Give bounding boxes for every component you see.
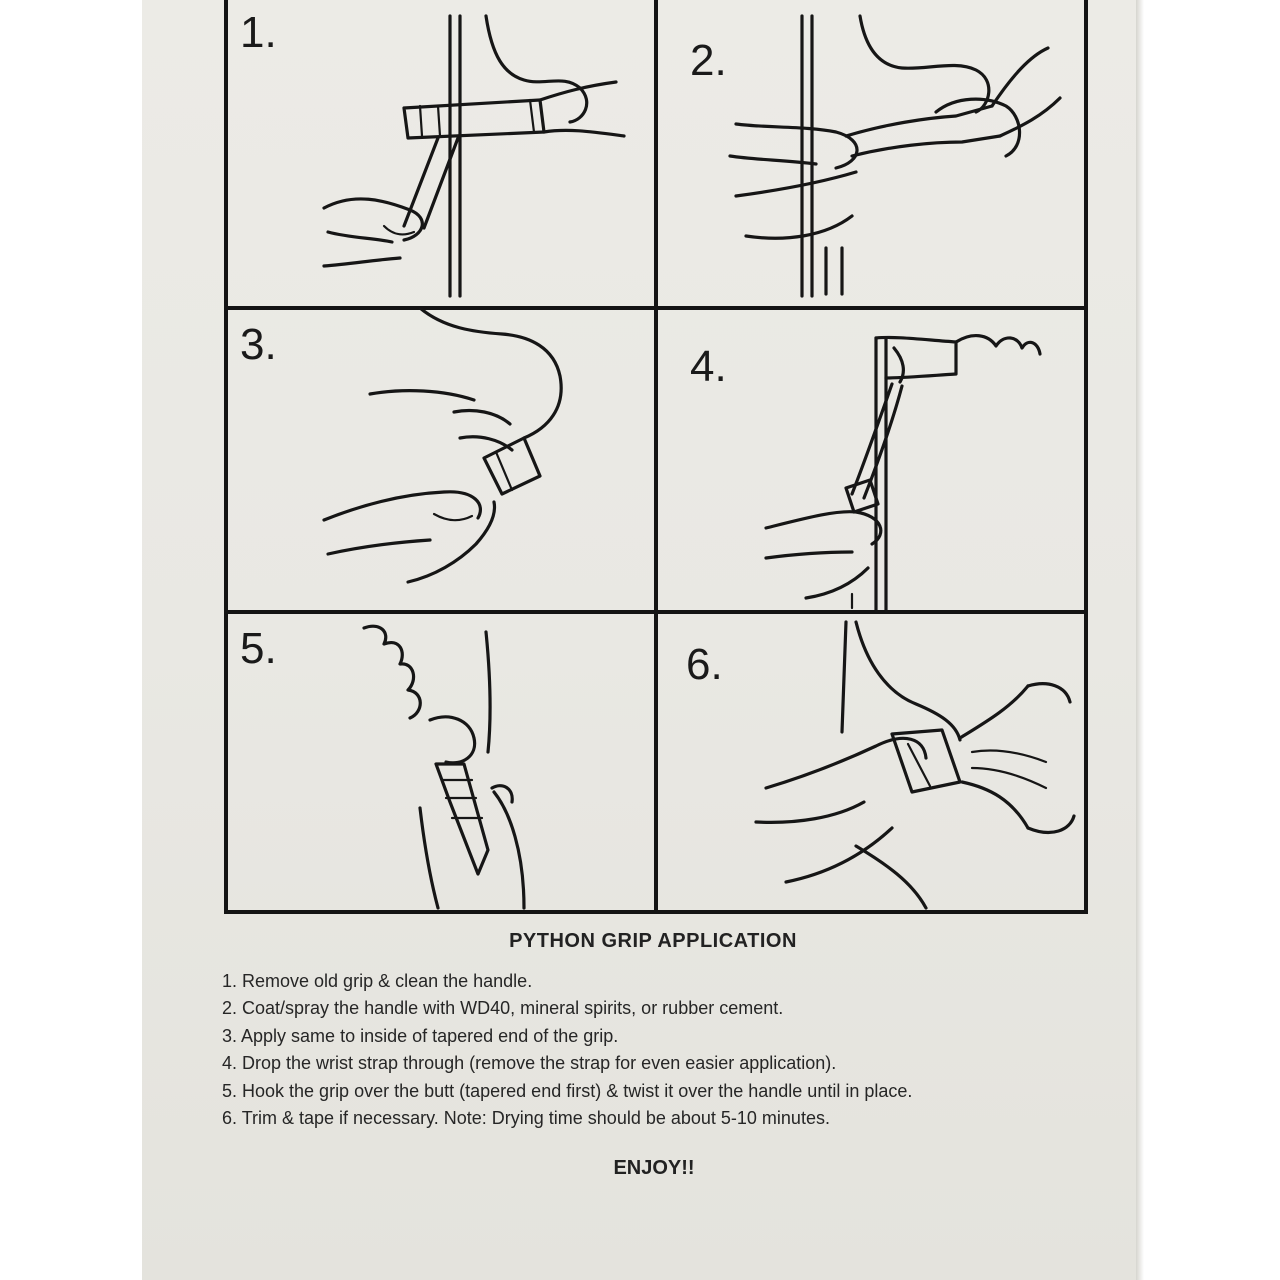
- panel-number: 5.: [240, 624, 277, 673]
- panel-5: [224, 612, 656, 912]
- step-item: 6. Trim & tape if necessary. Note: Drying time should be about 5-10 minutes.: [222, 1107, 830, 1128]
- hook-grip-illustration: [224, 612, 656, 912]
- enjoy-footer: ENJOY!!: [613, 1157, 695, 1179]
- illustration-grid: [224, 0, 1088, 914]
- panel-4: [656, 308, 1088, 612]
- instructions-title: PYTHON GRIP APPLICATION: [509, 930, 797, 952]
- instruction-steps: [222, 968, 1102, 1132]
- step-item: 4. Drop the wrist strap through (remove the strap for even easier application).: [222, 1053, 837, 1074]
- step-item: 5. Hook the grip over the butt (tapered end first) & twist it over the handle until in place.: [222, 1080, 913, 1101]
- panel-1: [224, 0, 656, 308]
- step-item: 1. Remove old grip & clean the handle.: [222, 971, 533, 991]
- panel-2: [656, 0, 1088, 308]
- panel-number: 6.: [686, 640, 723, 689]
- panel-6: [656, 612, 1088, 912]
- panel-3: [224, 308, 656, 612]
- step-item: 3. Apply same to inside of tapered end of the grip.: [222, 1025, 619, 1046]
- step-item: 2. Coat/spray the handle with WD40, mineral spirits, or rubber cement.: [222, 998, 784, 1019]
- panel-number: 3.: [240, 320, 277, 369]
- panel-number: 1.: [240, 8, 277, 57]
- remove-grip-illustration: [224, 0, 656, 308]
- sheet-edge: [1136, 0, 1144, 1280]
- panel-number: 4.: [690, 342, 727, 391]
- apply-inside-grip-illustration: [224, 308, 656, 612]
- panel-number: 2.: [690, 36, 727, 85]
